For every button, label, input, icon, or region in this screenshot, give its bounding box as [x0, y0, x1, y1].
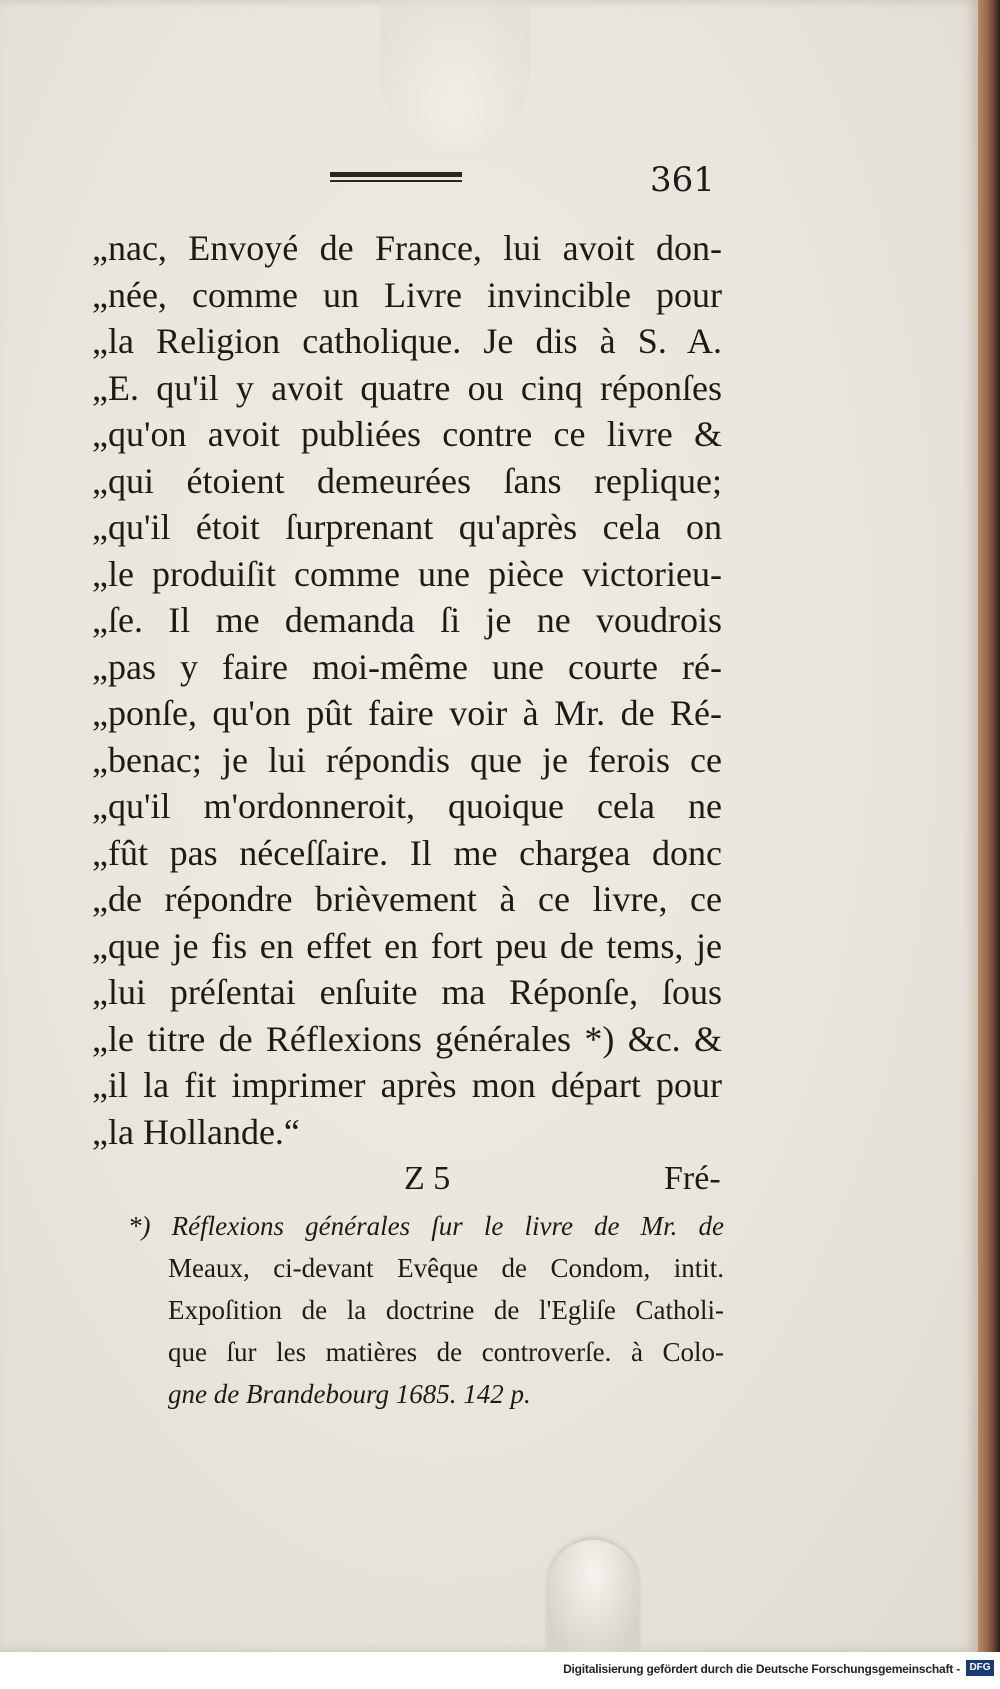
body-line: „que je fis en effet en fort peu de tems, je [92, 925, 722, 966]
body-line: „de répondre brièvement à ce livre, ce [92, 879, 722, 919]
body-line: „nac, Envoyé de France, lui avoit don- [92, 228, 722, 268]
footnote-line: *) Réflexions générales ſur le livre de Mr. de [128, 1211, 724, 1241]
body-line: „qu'il m'ordonneroit, quoique cela ne [92, 786, 722, 826]
body-line: „la Hollande.“ [92, 1111, 300, 1152]
body-line: „qu'on avoit publiées contre ce livre & [92, 414, 722, 454]
footnote-line: gne de Brandebourg 1685. 142 p. [168, 1379, 531, 1409]
dfg-logo: DFG [966, 1660, 994, 1676]
footnote-line: Expoſition de la doctrine de l'Egliſe Catholi- [168, 1295, 724, 1325]
body-line: „qu'il étoit ſurprenant qu'après cela on [92, 507, 722, 547]
body-line: „benac; je lui répondis que je ferois ce [92, 739, 722, 780]
signature-mark: Z 5 [404, 1160, 451, 1197]
page-fold-top [380, 0, 530, 150]
body-line: „il la fit imprimer après mon départ pour [92, 1065, 722, 1105]
footnote [128, 1205, 724, 1415]
body-line: „le produiſit comme une pièce victorieu- [92, 553, 722, 594]
body-line: „pas y faire moi-même une courte ré- [92, 646, 722, 687]
page-edge [978, 0, 1000, 1652]
body-line: „fût pas néceſſaire. Il me chargea donc [92, 832, 722, 873]
body-text [92, 225, 722, 1155]
page-fold-bottom [548, 1540, 638, 1652]
body-line: „née, comme un Livre invincible pour [92, 274, 722, 315]
footnote-line: que ſur les matières de controverſe. à Colo- [168, 1337, 724, 1367]
body-line: „le titre de Réflexions générales *) &c. & [92, 1018, 722, 1059]
header-rule-thin [330, 180, 462, 182]
header-rule [330, 172, 462, 182]
body-line: „la Religion catholique. Je dis à S. A. [92, 321, 722, 361]
catchword: Fré- [664, 1160, 721, 1197]
footnote-line: Meaux, ci-devant Evêque de Condom, intit. [168, 1253, 724, 1283]
body-line: „ponſe, qu'on pût faire voir à Mr. de Ré- [92, 693, 722, 733]
body-line: „E. qu'il y avoit quatre ou cinq réponſes [92, 367, 722, 408]
digitization-credit: Digitalisierung gefördert durch die Deutsche Forschungsgemeinschaft - [563, 1662, 960, 1676]
body-line: „ſe. Il me demanda ſi je ne voudrois [92, 600, 722, 640]
body-line: „lui préſentai enſuite ma Réponſe, ſous [92, 972, 722, 1012]
page-number: 361 [650, 160, 715, 200]
body-line: „qui étoient demeurées ſans replique; [92, 460, 722, 501]
header-rule-thick [330, 172, 462, 177]
